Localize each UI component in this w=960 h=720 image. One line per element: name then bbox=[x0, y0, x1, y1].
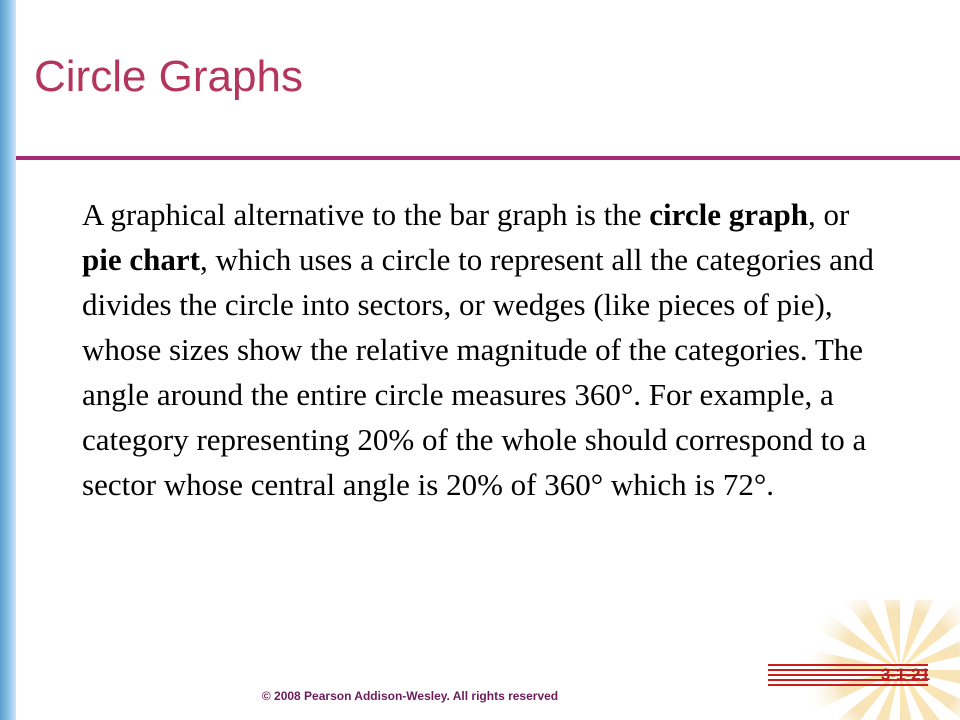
body-paragraph bbox=[82, 192, 882, 507]
title-divider bbox=[16, 156, 960, 160]
term-pie-chart: pie chart bbox=[82, 242, 200, 277]
copyright-notice: © 2008 Pearson Addison-Wesley. All rights reserved bbox=[261, 689, 559, 703]
term-circle-graph: circle graph bbox=[649, 197, 808, 232]
left-accent-bar bbox=[0, 0, 16, 720]
body-text-run: A graphical alternative to the bar graph is the bbox=[82, 197, 650, 232]
body-text-run: , which uses a circle to represent all the categories and divides the circle into sectors, or wedges (like pieces of pie), whose sizes show the relative magnitude of the categories. The angle around the entire circle measures 360°. For example, a category representing 20% of the whole should correspond to a sector whose central angle is 20% of 360° which is 72°. bbox=[82, 242, 874, 502]
slide-title: Circle Graphs bbox=[34, 52, 303, 101]
body-text-run: , or bbox=[807, 197, 850, 232]
sunburst-decoration-icon bbox=[800, 600, 960, 720]
slide-number: 3-1-21 bbox=[880, 665, 930, 684]
